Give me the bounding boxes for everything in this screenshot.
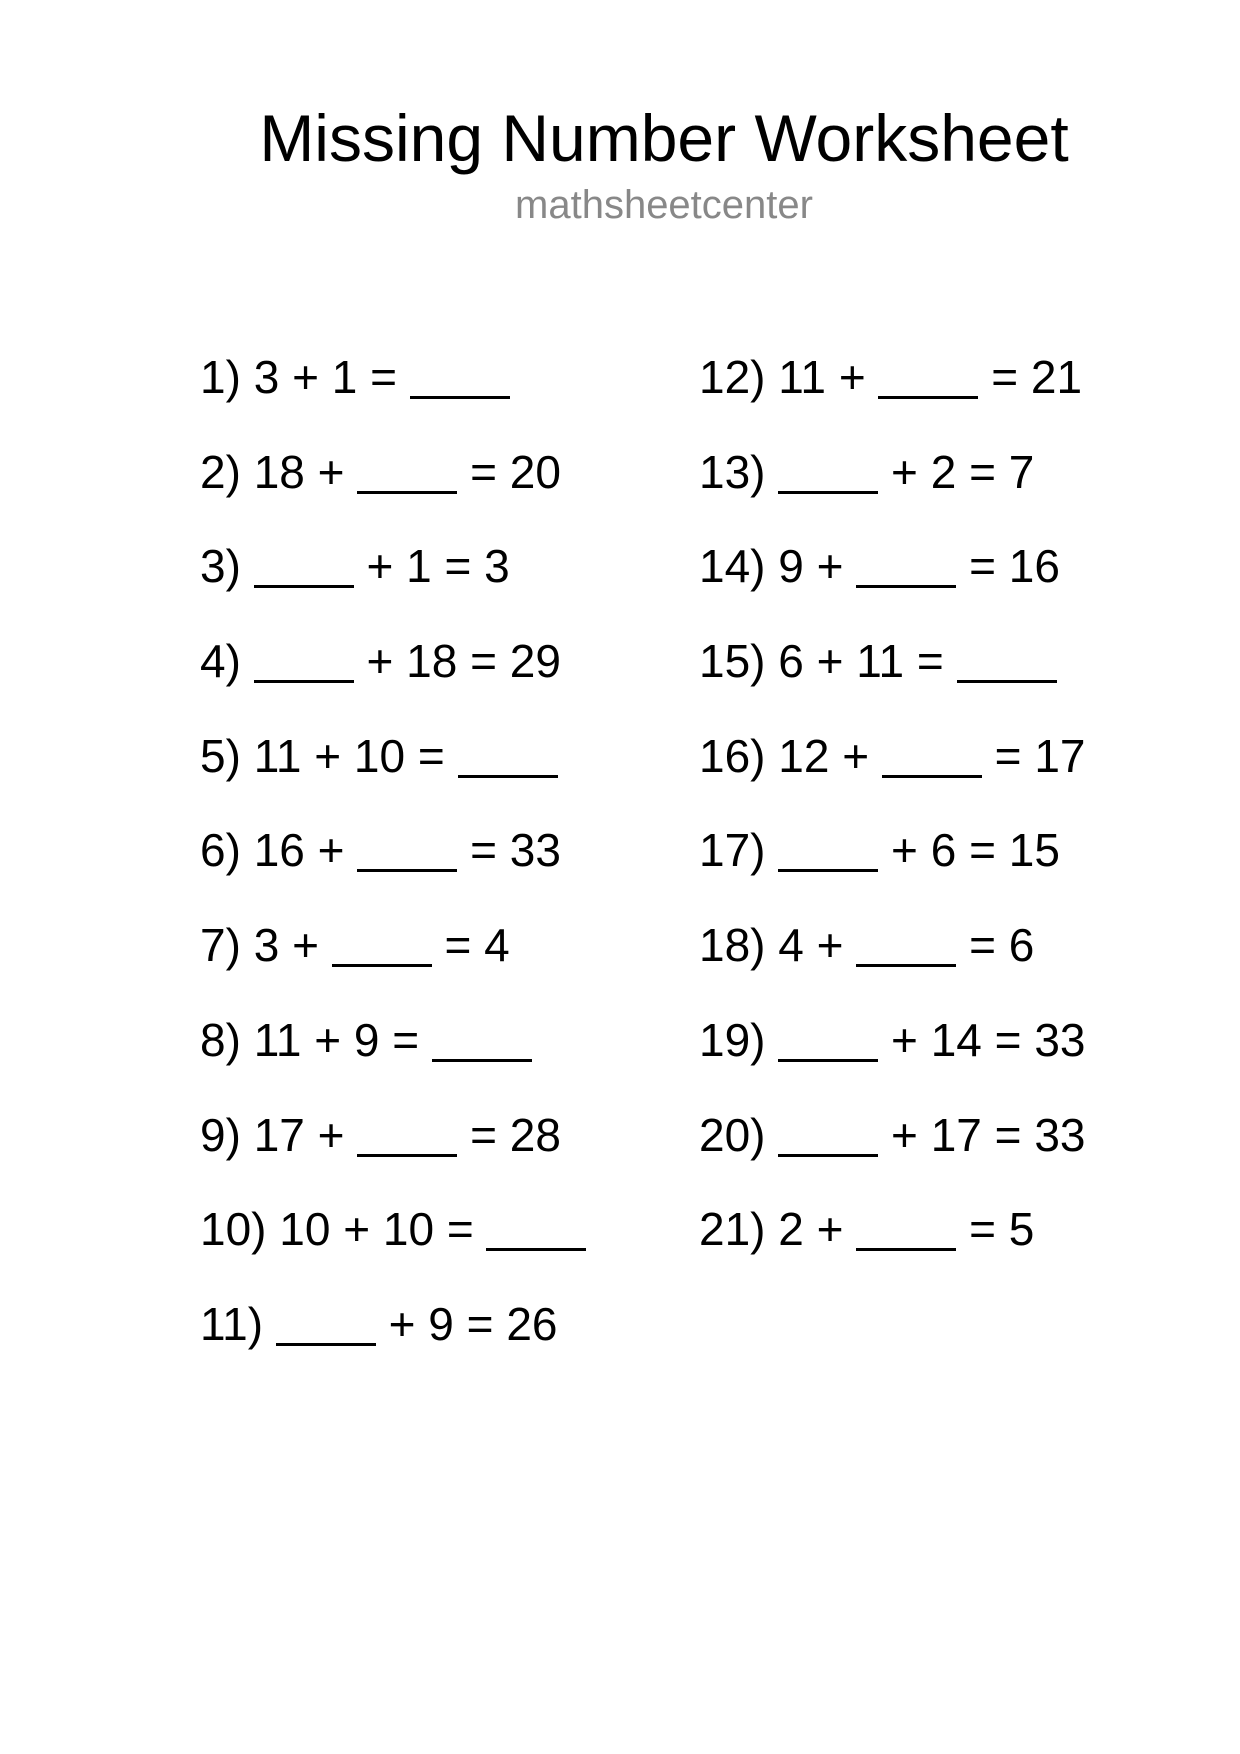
addend-b: 1: [331, 351, 358, 403]
problem-row: [699, 539, 1085, 634]
addend-a: 10: [279, 1203, 331, 1256]
answer-blank[interactable]: [957, 640, 1057, 683]
problem-number: 20): [699, 1108, 766, 1161]
problem-row: [200, 1108, 586, 1203]
sum-value: 20: [509, 445, 561, 498]
plus-operator: +: [343, 1203, 371, 1256]
problem-row: [699, 1202, 1085, 1297]
plus-operator: +: [314, 729, 342, 782]
sum-value: 16: [1008, 540, 1060, 593]
addend-a: 6: [778, 635, 804, 688]
problem-number: 13): [699, 445, 766, 498]
problem-row: [200, 823, 586, 918]
addend-a: 3: [253, 919, 280, 972]
problem-row: [200, 350, 586, 445]
addend-a: 3: [253, 351, 280, 403]
problem-row: [200, 1297, 586, 1392]
equals-sign: =: [969, 824, 996, 877]
equals-sign: =: [994, 1108, 1022, 1161]
problem-row: [200, 445, 586, 540]
addend-a: 17: [253, 1108, 305, 1161]
problem-number: 21): [699, 1203, 766, 1256]
sum-value: 17: [1034, 729, 1086, 782]
problem-number: 4): [200, 635, 241, 688]
problem-number: 11): [200, 1297, 264, 1350]
equals-sign: =: [466, 1297, 494, 1350]
problem-number: 6): [200, 824, 241, 877]
answer-blank[interactable]: [432, 1019, 532, 1062]
addend-b: 14: [930, 1013, 982, 1066]
equals-sign: =: [444, 540, 472, 593]
plus-operator: +: [317, 824, 345, 877]
answer-blank[interactable]: [778, 1114, 878, 1157]
answer-blank[interactable]: [486, 1208, 586, 1251]
equals-sign: =: [470, 445, 497, 498]
problem-number: 5): [200, 729, 241, 782]
answer-blank[interactable]: [357, 1114, 457, 1157]
problem-row: [200, 1202, 586, 1297]
addend-a: 11: [253, 1013, 302, 1066]
problem-row: [699, 1013, 1085, 1108]
plus-operator: +: [816, 1203, 844, 1256]
plus-operator: +: [388, 1297, 416, 1350]
answer-blank[interactable]: [410, 356, 510, 399]
equals-sign: =: [969, 919, 996, 972]
problem-row: [699, 823, 1085, 918]
answer-blank[interactable]: [778, 451, 878, 494]
problem-row: [699, 445, 1085, 540]
problem-row: [200, 539, 586, 634]
sum-value: 4: [484, 919, 510, 972]
plus-operator: +: [366, 635, 394, 688]
problem-number: 10): [200, 1203, 267, 1256]
answer-blank[interactable]: [878, 356, 978, 399]
equals-sign: =: [470, 1108, 497, 1161]
problem-row: [200, 729, 586, 824]
answer-blank[interactable]: [357, 451, 457, 494]
sum-value: 5: [1008, 1203, 1035, 1256]
plus-operator: +: [891, 445, 918, 498]
sum-value: 26: [506, 1297, 558, 1350]
sum-value: 33: [1034, 1013, 1086, 1066]
plus-operator: +: [292, 919, 319, 972]
problem-number: 15): [699, 635, 766, 688]
answer-blank[interactable]: [856, 1208, 956, 1251]
problem-number: 16): [699, 729, 766, 782]
problem-row: [200, 1013, 586, 1108]
problem-row: [200, 634, 586, 729]
answer-blank[interactable]: [856, 924, 956, 967]
equals-sign: =: [994, 1013, 1022, 1066]
addend-b: 2: [930, 445, 957, 498]
problem-number: 1): [200, 351, 241, 403]
equals-sign: =: [470, 824, 497, 877]
problem-row: [699, 729, 1085, 824]
sum-value: 33: [509, 824, 561, 877]
addend-b: 9: [428, 1297, 454, 1350]
answer-blank[interactable]: [856, 545, 956, 588]
answer-blank[interactable]: [357, 829, 457, 872]
problem-number: 14): [699, 540, 766, 593]
plus-operator: +: [842, 729, 870, 782]
plus-operator: +: [816, 635, 844, 688]
problem-row: [699, 350, 1085, 445]
sum-value: 6: [1008, 919, 1035, 972]
problem-row: [200, 918, 586, 1013]
sum-value: 29: [509, 635, 561, 688]
sum-value: 28: [509, 1108, 561, 1161]
plus-operator: +: [292, 351, 319, 403]
equals-sign: =: [392, 1013, 420, 1066]
answer-blank[interactable]: [254, 545, 354, 588]
answer-blank[interactable]: [276, 1303, 376, 1346]
problem-column-right: [699, 350, 1085, 1297]
equals-sign: =: [370, 351, 397, 403]
addend-b: 6: [930, 824, 957, 877]
answer-blank[interactable]: [778, 1019, 878, 1062]
plus-operator: +: [366, 540, 394, 593]
equals-sign: =: [969, 445, 996, 498]
sum-value: 21: [1030, 351, 1083, 403]
equals-sign: =: [916, 635, 944, 688]
addend-b: 1: [406, 540, 432, 593]
plus-operator: +: [816, 540, 844, 593]
problem-number: 3): [200, 540, 241, 593]
addend-a: 12: [778, 729, 830, 782]
plus-operator: +: [891, 824, 918, 877]
equals-sign: =: [969, 540, 996, 593]
sum-value: 7: [1008, 445, 1035, 498]
plus-operator: +: [891, 1013, 918, 1066]
problem-row: [699, 1108, 1085, 1203]
problem-number: 9): [200, 1108, 241, 1161]
equals-sign: =: [444, 919, 472, 972]
worksheet-title: Missing Number Worksheet: [259, 101, 1069, 175]
equals-sign: =: [991, 351, 1019, 403]
sum-value: 3: [484, 540, 510, 593]
problem-row: [699, 918, 1085, 1013]
worksheet-source: mathsheetcenter: [515, 183, 813, 227]
problem-number: 12): [699, 351, 766, 403]
problem-number: 17): [699, 824, 766, 877]
addend-a: 2: [778, 1203, 804, 1256]
addend-b: 9: [353, 1013, 380, 1066]
problem-number: 7): [200, 919, 241, 972]
addend-b: 17: [930, 1108, 982, 1161]
addend-a: 4: [778, 919, 804, 972]
answer-blank[interactable]: [882, 735, 982, 778]
problem-row: [699, 634, 1085, 729]
problem-column-left: [200, 350, 586, 1392]
problem-number: 18): [699, 919, 766, 972]
equals-sign: =: [969, 1203, 996, 1256]
problem-number: 19): [699, 1013, 766, 1066]
answer-blank[interactable]: [254, 640, 354, 683]
addend-a: 18: [253, 445, 305, 498]
answer-blank[interactable]: [332, 924, 432, 967]
addend-a: 11: [253, 729, 302, 782]
equals-sign: =: [470, 635, 497, 688]
addend-a: 9: [778, 540, 804, 593]
addend-b: 11: [856, 635, 905, 688]
addend-b: 18: [406, 635, 458, 688]
plus-operator: +: [891, 1108, 918, 1161]
problem-number: 8): [200, 1013, 241, 1066]
plus-operator: +: [317, 1108, 345, 1161]
answer-blank[interactable]: [458, 735, 558, 778]
sum-value: 15: [1008, 824, 1060, 877]
equals-sign: =: [446, 1203, 474, 1256]
addend-b: 10: [382, 1203, 435, 1256]
addend-a: 16: [253, 824, 305, 877]
plus-operator: +: [317, 445, 345, 498]
equals-sign: =: [417, 729, 445, 782]
problem-number: 2): [200, 445, 241, 498]
addend-b: 10: [353, 729, 406, 782]
plus-operator: +: [314, 1013, 342, 1066]
equals-sign: =: [994, 729, 1022, 782]
plus-operator: +: [838, 351, 866, 403]
sum-value: 33: [1034, 1108, 1086, 1161]
plus-operator: +: [816, 919, 844, 972]
addend-a: 11: [778, 351, 827, 403]
answer-blank[interactable]: [778, 829, 878, 872]
